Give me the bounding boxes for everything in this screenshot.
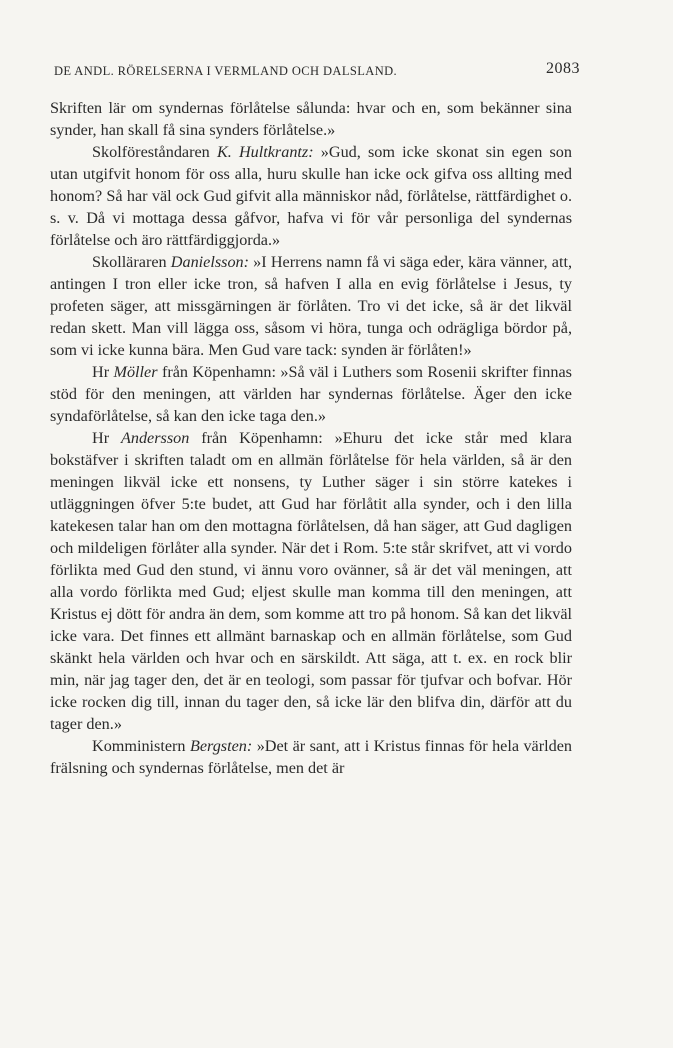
paragraph-6	[50, 735, 572, 779]
paragraph-3	[50, 251, 572, 361]
body-text	[50, 97, 572, 779]
speaker-title: Skolföreståndaren	[92, 143, 217, 161]
speaker-name: Danielsson:	[170, 253, 250, 271]
paragraph-text: Skriften lär om syndernas förlåtelse sålunda: hvar och en, som bekänner sina synder, han skall få sina synders förlåtelse.»	[50, 99, 572, 139]
paragraph-text: »Det är sant, att i Kristus finnas för hela världen frälsning och syndernas förlåtelse, men det är	[50, 737, 572, 777]
speaker-name: K. Hultkrantz:	[216, 143, 314, 161]
paragraph-5	[50, 427, 572, 735]
paragraph-text: från Köpenhamn: »Ehuru det icke står med klara bokstäfver i skriften taladt om en allmän förlåtelse för hela världen, så är den meningen likväl icke ett nonsens, ty Luther säger i sin större katekes i utläggningen öfver 5:te budet, att Gud har förlåtit alla synder, och i den lilla katekesen talar han om den mottagna förlåtelsen, då han säger, att Gud dagligen och mildeligen förlåter alla synder. När det i Rom. 5:te står skrifvet, att vi vordo förlikta med Gud den stund, vi ännu voro ovänner, så är det väl meningen, att alla vordo förlikta med Gud; eljest skulle man komma till den meningen, att Kristus ej dött för andra än dem, som komme att tro på honom. Så kan det likväl icke vara. Det finnes ett allmänt barnaskap och en allmän förlåtelse, som Gud skänkt hela världen och hvar och en särskildt. Att säga, att t. ex. en rock blir min, när jag tager den, det är en teologi, som passar för tjufvar och bofvar. Hör icke rocken dig till, innan du tager den, så icke lär den blifva din, därför att du tager den.»	[50, 429, 572, 733]
paragraph-1	[50, 97, 572, 141]
speaker-title: Komministern	[92, 737, 190, 755]
paragraph-text: »Gud, som icke skonat sin egen son utan utgifvit honom för oss alla, huru skulle han icke ock gifva oss allting med honom? Så har väl ock Gud gifvit alla människor nåd, förlåtelse, rättfärdighet o. s. v. Då vi mottaga dessa gåfvor, hafva vi för vår personliga del syndernas förlåtelse och äro rättfärdiggjorda.»	[50, 143, 572, 249]
paragraph-4	[50, 361, 572, 427]
paragraph-text: »I Herrens namn få vi säga eder, kära vänner, att, antingen I tron eller icke tron, så hafven I alla en evig förlåtelse i Jesus, ty profeten säger, att missgärningen är förlåten. Tro vi det icke, så är det likväl redan skett. Man vill lägga oss, såsom vi höra, tunga och odrägliga bördor på, som vi icke kunna bära. Men Gud vare tack: synden är förlåten!»	[50, 253, 572, 359]
speaker-name: Möller	[113, 363, 158, 381]
paragraph-2	[50, 141, 572, 251]
book-page	[50, 60, 580, 779]
page-number: 2083	[546, 60, 580, 77]
running-head: DE ANDL. RÖRELSERNA I VERMLAND OCH DALSLAND.	[54, 64, 398, 78]
speaker-name: Bergsten:	[189, 737, 253, 755]
speaker-title: Skolläraren	[92, 253, 171, 271]
speaker-title: Hr	[92, 429, 121, 447]
page-header	[54, 60, 580, 84]
speaker-title: Hr	[92, 363, 114, 381]
speaker-name: Andersson	[120, 429, 190, 447]
paragraph-text: från Köpenhamn: »Så väl i Luthers som Rosenii skrifter finnas stöd för den meningen, att världen har syndernas förlåtelse. Äger den icke syndaförlåtelse, så kan den icke taga den.»	[50, 363, 572, 425]
